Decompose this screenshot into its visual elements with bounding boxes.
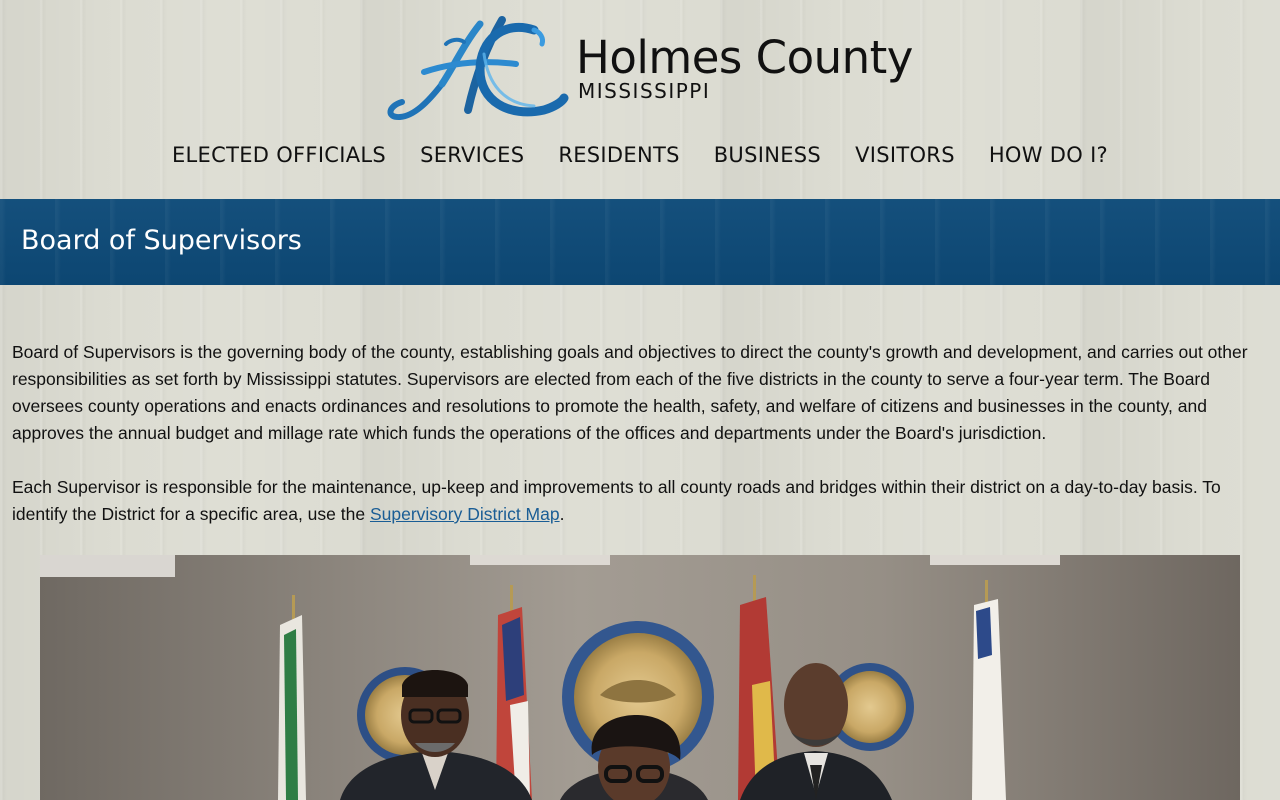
main-content — [12, 339, 1270, 528]
holmes-county-monogram-icon — [384, 14, 570, 122]
board-group-photo — [40, 555, 1240, 800]
site-logo-link[interactable] — [384, 14, 913, 122]
nav-how-do-i[interactable]: HOW DO I? — [988, 143, 1109, 167]
supervisory-district-map-link[interactable]: Supervisory District Map — [369, 504, 560, 524]
logo-county-name: Holmes County — [576, 31, 913, 84]
nav-business[interactable]: BUSINESS — [713, 143, 822, 167]
board-photo-illustration — [40, 555, 1240, 800]
intro-paragraph: Board of Supervisors is the governing body of the county, establishing goals and objectives to direct the county's growth and development, and carries out other responsibilities as set forth by Mississippi statutes. Supervisors are elected from each of the five districts in the county to serve a four-year term. The Board oversees county operations and enacts ordinances and resolutions to promote the health, safety, and welfare of citizens and businesses in the county, and approves the annual budget and millage rate which funds the operations of the offices and departments under the Board's jurisdiction. — [12, 342, 1248, 443]
page-title: Board of Supervisors — [21, 225, 302, 256]
responsibility-text: Each Supervisor is responsible for the maintenance, up-keep and improvements to all county roads and bridges within their district on a day-to-day basis. To identify the District for a specific area, use the — [12, 477, 1221, 524]
nav-visitors[interactable]: VISITORS — [855, 143, 955, 167]
nav-services[interactable]: SERVICES — [420, 143, 525, 167]
responsibility-paragraph — [12, 474, 1270, 528]
main-navigation — [0, 136, 1280, 174]
page-title-banner — [0, 199, 1280, 285]
nav-elected-officials[interactable]: ELECTED OFFICIALS — [171, 143, 387, 167]
responsibility-text-end: . — [559, 504, 565, 524]
site-header — [0, 0, 1280, 199]
nav-residents[interactable]: RESIDENTS — [558, 143, 680, 167]
logo-state-name: MISSISSIPPI — [578, 79, 711, 103]
